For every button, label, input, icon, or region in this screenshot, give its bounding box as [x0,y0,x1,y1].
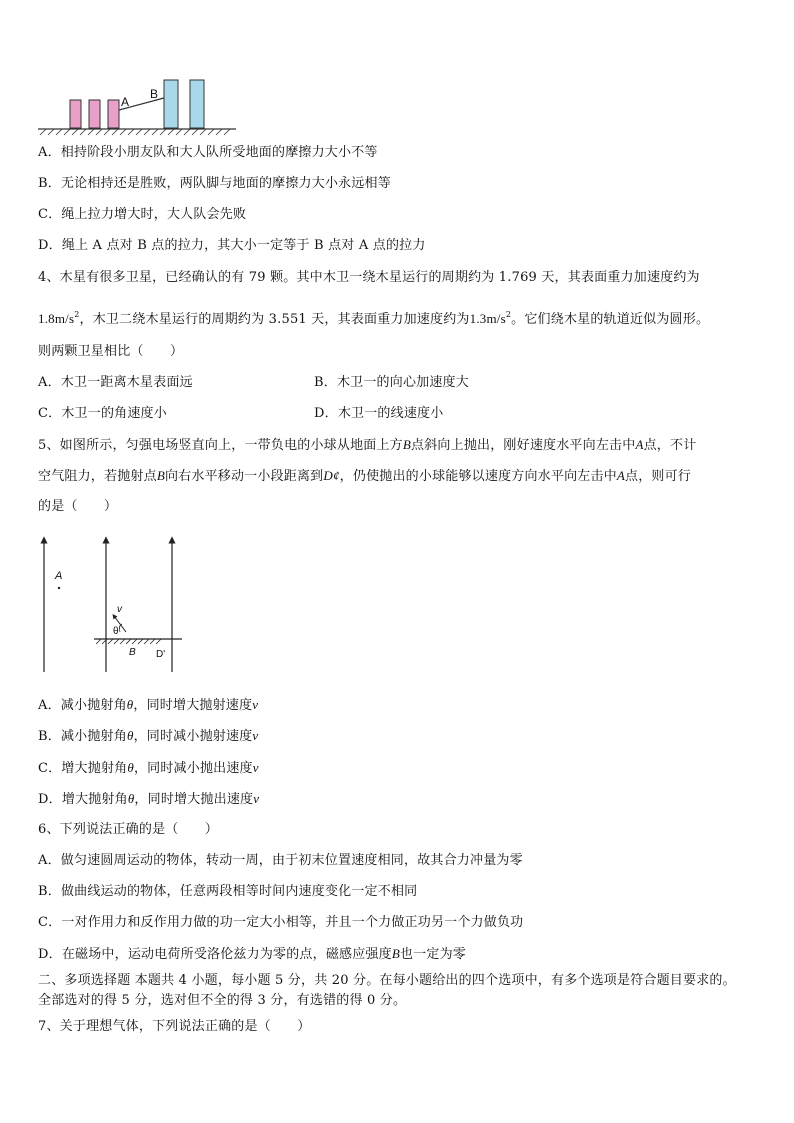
theta-symbol: θ [127,760,134,775]
adults-team [164,80,204,128]
q5-text: 向右水平移动一小段距离到 [164,469,324,484]
kids-team [70,100,119,128]
q3-option-c: C．绳上拉力增大时，大人队会先败 [38,207,247,222]
velocity-label: v [117,604,122,615]
v-symbol: v [253,791,260,806]
q5-option-d [38,790,259,809]
q3-option-d: D．绳上 A 点对 B 点的拉力，其大小一定等于 B 点对 A 点的拉力 [38,238,426,253]
q4-option-b: B．木卫一的向心加速度大 [314,375,469,390]
q5-option-text: ，同时增大抛出速度 [134,792,254,807]
q4-g2-exp: 2 [505,310,512,319]
q5-point-b: B [402,437,412,452]
ground-hatching [40,129,230,135]
q4-stem-line2 [38,306,709,329]
point-d-label: D' [156,649,166,660]
adult-1 [164,80,178,128]
q4-g1-exp: 2 [74,310,80,319]
q5-point-d: D¢ [323,468,340,483]
q5-text: 点，则可行 [625,469,692,484]
adult-2 [190,80,204,128]
q4-line2-end: 。它们绕木星的轨道近似为圆形。 [511,312,710,327]
q6-option-d [38,945,466,964]
q4-stem-line3: 则两颗卫星相比（ ） [38,344,184,359]
q5-option-text: ，同时减小抛出速度 [133,761,253,776]
electric-field-figure [34,532,194,677]
q5-option-text: D．增大抛射角 [38,792,128,807]
q5-point-a: A [616,468,626,483]
q6-stem: 6、下列说法正确的是（ ） [38,822,219,837]
q5-option-text: ，同时减小抛射速度 [133,729,253,744]
q5-option-text: ，同时增大抛射速度 [133,698,253,713]
kid-1 [70,100,81,128]
point-a-label: A [121,95,130,109]
q5-point-a: A [635,437,644,452]
q4-g2-value: 1.3m/s [469,311,506,326]
q5-text: 空气阻力，若抛射点 [38,469,157,484]
q5-point-b: B [156,468,165,483]
q5-option-text: C．增大抛射角 [38,761,128,776]
kid-2 [89,100,100,128]
section2-line1: 二、多项选择题 本题共 4 小题，每小题 5 分，共 20 分。在每小题给出的四个选项中，有多个选项是符合题目要求的。 [38,973,736,988]
q5-option-text: A．减小抛射角 [38,698,127,713]
point-a-dot [58,587,60,589]
v-symbol: v [252,697,259,712]
q6-option-b: B．做曲线运动的物体，任意两段相等时间内速度变化一定不相同 [38,884,418,899]
q5-text: 点斜向上抛出，刚好速度水平向左击中 [411,438,636,453]
q4-g1-value: 1.8m/s [38,311,75,326]
q5-option-a [38,696,258,715]
q3-option-a: A．相持阶段小朋友队和大人队所受地面的摩擦力大小不等 [38,145,378,160]
q6-option-a: A．做匀速圆周运动的物体，转动一周，由于初末位置速度相同，故其合力冲量为零 [38,853,523,868]
q5-option-c [38,759,259,778]
q3-option-b: B．无论相持还是胜败，两队脚与地面的摩擦力大小永远相等 [38,176,391,191]
q4-line2-mid: ，木卫二绕木星运行的周期约为 3.551 天，其表面重力加速度约为 [79,312,470,327]
q6-option-text: 也一定为零 [399,947,466,962]
q5-option-text: B．减小抛射角 [38,729,127,744]
q6-b-symbol: B [391,946,400,961]
q4-stem-line1: 4、木星有很多卫星，已经确认的有 79 颗。其中木卫一绕木星运行的周期约为 1.769 天，其表面重力加速度约为 [38,270,700,285]
q4-option-d: D．木卫一的线速度小 [314,406,444,421]
q5-stem-line1 [38,436,696,455]
theta-arc [119,624,122,632]
q5-text: 点，不计 [643,438,697,453]
theta-symbol: θ [126,697,134,712]
v-symbol: v [252,760,259,775]
q5-stem-line2 [38,467,691,486]
q4-option-c: C．木卫一的角速度小 [38,406,167,421]
section2-line2: 全部选对的得 5 分，选对但不全的得 3 分，有选错的得 0 分。 [38,993,407,1008]
point-b-label: B [129,647,136,658]
q5-option-b [38,727,258,746]
q7-stem: 7、关于理想气体，下列说法正确的是（ ） [38,1019,311,1034]
q5-text: ，仍使抛出的小球能够以速度方向水平向左击中 [339,469,617,484]
q6-option-text: D．在磁场中，运动电荷所受洛伦兹力为零的点，磁感应强度 [38,947,392,962]
theta-symbol: θ [127,791,135,806]
point-b-label: B [150,87,159,101]
theta-label: θ [113,626,119,637]
v-symbol: v [252,728,259,743]
kid-3 [108,100,119,128]
q4-option-a: A．木卫一距离木星表面远 [38,375,193,390]
point-a-label: A [55,570,63,582]
q6-option-c: C．一对作用力和反作用力做的功一定大小相等，并且一个力做正功另一个力做负功 [38,915,524,930]
q5-text: 5、如图所示，匀强电场竖直向上，一带负电的小球从地面上方 [38,438,403,453]
tug-of-war-figure [36,74,241,136]
q5-stem-line3: 的是（ ） [38,499,118,514]
theta-symbol: θ [126,728,134,743]
